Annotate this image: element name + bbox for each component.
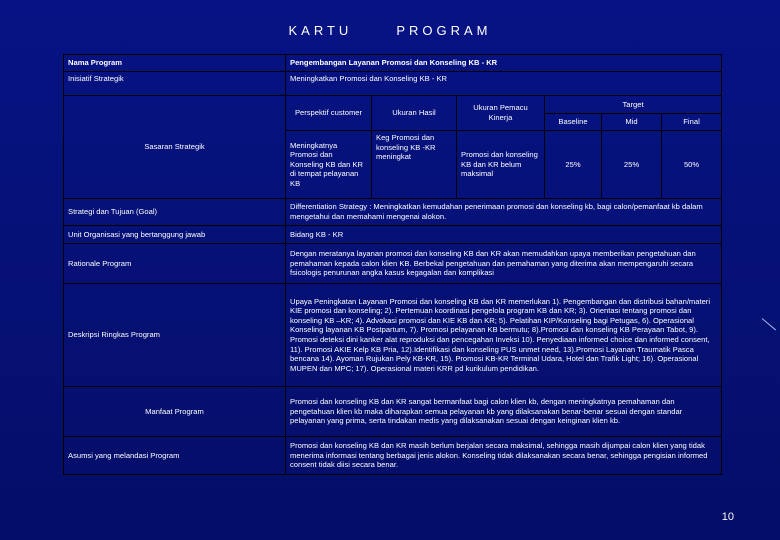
row-sasaran-header-1 [64,96,722,114]
baseline-value: 25% [545,131,602,199]
header-ukuran-hasil: Ukuran Hasil [372,96,457,131]
rationale-label: Rationale Program [64,244,286,284]
asumsi-value: Promosi dan konseling KB dan KR masih berlum berjalan secara maksimal, sehingga masih dijumpai calon klien yang tidak menerima informasi tentang berbagai jenis alokon. Konseling tidak dilaksanakan secara benar, sehingga pengisian informed consent tidak diisi secara benar. [286,437,722,475]
row-nama-program [64,55,722,72]
program-card-table [63,54,722,475]
inisiatif-value: Meningkatkan Promosi dan Konseling KB - KR [286,72,722,96]
header-target: Target [545,96,722,114]
final-value: 50% [662,131,722,199]
deskripsi-label: Deskripsi Ringkas Program [64,284,286,387]
sasaran-label: Sasaran Strategik [64,96,286,199]
row-unit [64,226,722,244]
row-deskripsi [64,284,722,387]
title-word-1: KARTU [288,23,353,38]
header-final: Final [662,114,722,131]
nama-program-value: Pengembangan Layanan Promosi dan Konseling KB - KR [286,55,722,72]
inisiatif-label: Inisiatif Strategik [64,72,286,96]
page-title [0,23,780,38]
row-manfaat [64,387,722,437]
mid-value: 25% [602,131,662,199]
strategi-value: Differentiation Strategy : Meningkatkan kemudahan penerimaan promosi dan konseling kb, bagi calon/pemanfaat kb dalam mengetahui dan memahami mengenai alokon. [286,199,722,226]
decorative-line [762,318,776,330]
ukuran-hasil-value: Keg Promosi dan konseling KB -KR meningkat [372,131,457,199]
title-word-2: PROGRAM [396,23,492,38]
perspektif-value: Meningkatnya Promosi dan Konseling KB dan KR di tempat pelayanan KB [286,131,372,199]
manfaat-label: Manfaat Program [64,387,286,437]
row-strategi [64,199,722,226]
manfaat-value: Promosi dan konseling KB dan KR sangat bermanfaat bagi calon klien kb, dengan meningkatnya pemahaman dan pengetahuan klien kb maka diharapkan semua pelayanan kb yang dilaksanakan benar-benar sesuai dengan standar pelayanan yang prima, serta tindakan medis yang dilaksanakan sesuai dengan keinginan klien kb. [286,387,722,437]
asumsi-label: Asumsi yang melandasi Program [64,437,286,475]
row-inisiatif [64,72,722,96]
rationale-value: Dengan meratanya layanan promosi dan konseling KB dan KR akan memudahkan upaya memberikan pengetahuan dan pemahaman kepada calon klien KB. Berbekal pengetahuan dan pemahaman yang diterima akan mempengaruhi secara fsicologis penurunan angka kasus kegagalan dan komplikasi [286,244,722,284]
row-rationale [64,244,722,284]
deskripsi-value: Upaya Peningkatan Layanan Promosi dan konseling KB dan KR memerlukan 1). Pengembangan dan distribusi bahan/materi KIE promosi dan konseling; 2). Pertemuan koordinasi pengelola program KB dan KR; 3). Orientasi tentang promosi dan konseling KB –KR; 4). Advokasi promosi dan KIE KB dan KR; 5). Pelatihan KIP/Konseling bagi Petugas, 6). Operasional Konseling layanan KB Postpartum, 7). Promosi pelayanan KB bermutu; 8).Promosi dan konseling KB Perayaan Tabot, 9). Promosi deteksi dini kanker alat reproduksi dan pencegahan Inveksi 10). Penyediaan informed choice dan informed consent, 11). Promosi AKIE Kelp KB Pria, 12).Identifikasi dan konseling PUS unmet need, 13).Promosi Layanan Traumatik Pasca bencana 14). Ayoman Rujukan Pely KB-KR, 15). Promosi KB-KR Terminal Udara, Hotel dan Trafik Light; 16). Operasional MUPEN dan MPC; 17). Operasional materi KRR pd kurikulum pendidikan. [286,284,722,387]
nama-program-label: Nama Program [64,55,286,72]
unit-value: Bidang KB - KR [286,226,722,244]
header-perspektif: Perspektif customer [286,96,372,131]
header-mid: Mid [602,114,662,131]
page-number: 10 [721,511,734,523]
strategi-label: Strategi dan Tujuan (Goal) [64,199,286,226]
ukuran-pemacu-value: Promosi dan konseling KB dan KR belum maksimal [457,131,545,199]
header-ukuran-pemacu: Ukuran Pemacu Kinerja [457,96,545,131]
row-asumsi [64,437,722,475]
unit-label: Unit Organisasi yang bertanggung jawab [64,226,286,244]
header-baseline: Baseline [545,114,602,131]
